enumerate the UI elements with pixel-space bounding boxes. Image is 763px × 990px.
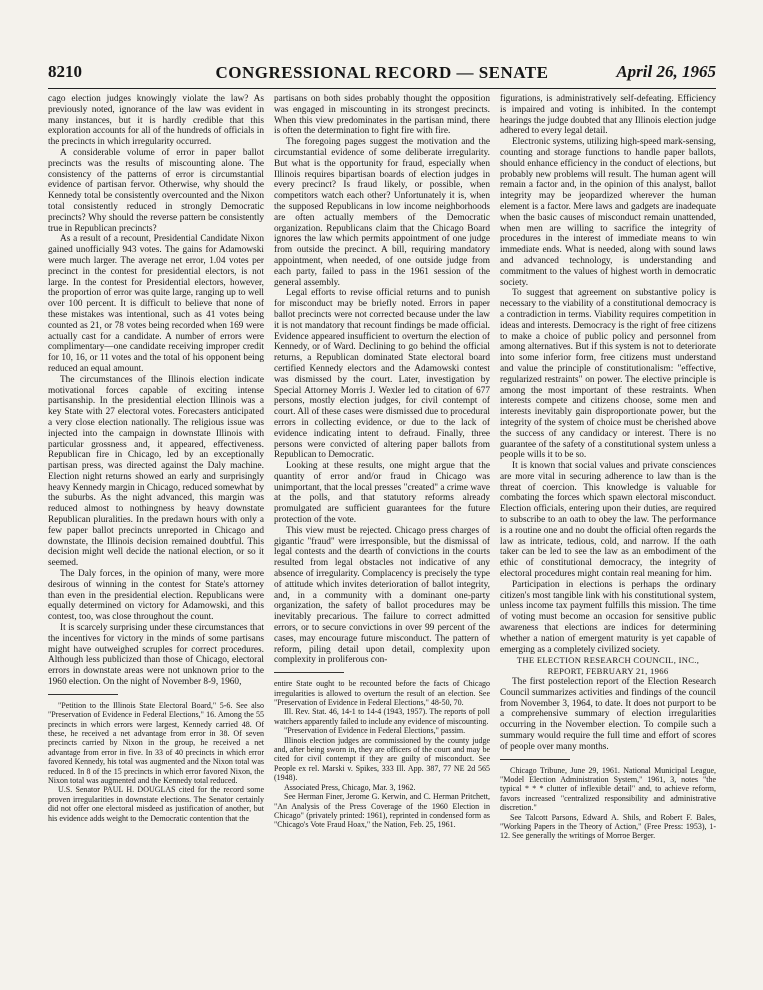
paragraph: The circumstances of the Illinois election indicate motivational forces capable of exciting intense partisanship. In the presidential election Illinois was a key State with 27 electoral votes. Forecasters anticipated a very close election nationally. The religious issue was injected into the campaign in downstate Illinois with particular grossness and, it appeared, effectiveness. Republican fire in Chicago, led by an exceptionally partisan press, was directed against the Daly machine. Election night returns showed an early and surprisingly heavy Kennedy margin in Chicago, reduced somewhat by the suburbs. As the night advanced, this margin was reduced almost to nothingness by heavy downstate Republican pluralities. In the predawn hours with only a few paper ballot precincts unreported in Chicago and downstate, the Illinois decision remained doubtful. This decision might well decide the national election, or so it seemed. <box>48 374 264 569</box>
footnote-rule <box>500 759 570 760</box>
footnote-rule <box>274 672 344 673</box>
section-heading: THE ELECTION RESEARCH COUNCIL, INC., REPORT, FEBRUARY 21, 1966 <box>516 655 700 677</box>
footnotes <box>48 701 264 823</box>
page-date: April 26, 1965 <box>616 62 716 81</box>
paragraph: It is scarcely surprising under these circumstances that the incentives for victory in the minds of some partisans might have outweighed scruples for correct procedures. Although less publicized than those of Chicago, electoral errors in downstate areas were not unknown prior to the 1960 election. On the night of November 8-9, 1960, <box>48 623 264 688</box>
column-1 <box>48 94 264 823</box>
paragraph: The first postelection report of the Election Research Council summarizes activities and findings of the council from November 3, 1964, to date. It does not purport to be a comprehensive summary of election irregularities occurring in the November election. To compile such a summary would require the full time and effort of scores of people over many months. <box>500 677 716 752</box>
paragraph: Legal efforts to revise official returns and to punish for misconduct may be briefly noted. Errors in paper ballot precincts were not corrected because under the law it is not mandatory that recount findings be made official. Evidence appeared insufficient to overturn the election of Kennedy, or of Ward. Declining to go behind the official returns, a Republican dominated State electoral board certified Kennedy electors and the Adamowski contest was dismissed by the court. Later, investigation by Special Attorney Morris J. Wexler led to citation of 677 persons, mostly election judges, for civil contempt of court. All of these cases were dismissed due to procedural errors in collecting evidence, or due to the lack of evidence indicating intent to defraud. Finally, three persons were convicted of altering paper ballots from Republican to Democratic. <box>274 288 490 461</box>
column-3 <box>500 94 716 841</box>
footnote: Associated Press, Chicago, Mar. 3, 1962. <box>284 782 416 792</box>
footnote: U.S. Senator PAUL H. DOUGLAS cited for the record some proven irregularities in downstate elections. The Senator certainly did not offer one electoral misdeed as justification of another, but his evidence adds weight to the Democratic contention that the <box>48 785 264 823</box>
footnote: See Talcott Parsons, Edward A. Shils, and Robert F. Bales, "Working Papers in the Theory of Action," (Free Press: 1953), 1-12. See generally the writings of Morroe Berger. <box>500 812 716 841</box>
paragraph: To suggest that agreement on substantive policy is necessary to the viability of a constitutional democracy is a contradiction in terms. Viability requires competition in ideas and interests. Democracy is the right of free citizens to make a choice of public policy and personnel from among alternatives. But if this system is not to deteriorate into some inferior form, free citizens must understand and value the principle of constitutionalism: "effective, regularized restraints" on power. The elective principle is among the most important of these restraints. When interests compete and citizens choose, some men and interests inevitably gain disproportionate power, but the integrity of the system of choice must be cherished above the success of any candidacy or interest. There is no guarantee of the safety of a constitutional system unless a people wills it to be so. <box>500 288 716 461</box>
paragraph: partisans on both sides probably thought the opposition was engaged in miscounting in its strongest precincts. When this view predominates in the partisan mind, there is often the determination to fight fire with fire. <box>274 94 490 137</box>
footnote: Illinois election judges are commissioned by the county judge and, after being sworn in, they are officers of the court and may be cited for civil contempt if they are guilty of misconduct. See People ex rel. Marski v. Spikes, 333 Ill. App. 387, 77 NE 2d 565 (1948). <box>274 735 490 783</box>
column-2 <box>274 94 490 830</box>
footnote: Ill. Rev. Stat. 46, 14-1 to 14-4 (1943, 1957). The reports of poll watchers apparently failed to include any evidence of miscounting. <box>274 707 490 726</box>
footnote: "Petition to the Illinois State Electoral Board," 5-6. See also "Preservation of Evidence in Federal Elections," 16. Among the 55 precincts in which errors were largest, Kennedy carried 48. Of these, he received a net advantage from error in 38. Of seven precincts carried by Nixon in the group, he received a net advantage from error in five. In 33 of 40 precincts in which error favored Kennedy, his total was augmented and the Nixon total was reduced. In 8 of the 15 precincts in which error favored Nixon, the Nixon total was augmented and the Kennedy total reduced. <box>48 700 264 786</box>
paragraph: The Daly forces, in the opinion of many, were more desirous of winning in the contest for State's attorney than even in the presidential election. Republicans were equally determined on victory for Adamowski, and this contest, too, was close throughout the count. <box>48 569 264 623</box>
paragraph: As a result of a recount, Presidential Candidate Nixon gained unofficially 943 votes. The gains for Adamowski were much larger. The average net error, 1.04 votes per precinct in the contest for presidential electors, is not large. In the contest for Presidential electors, however, the proportion of error was quite large, ranging up to well over 100 percent. It is difficult to believe that none of these mistakes was intentional, such as 41 votes being counted as 21, or 78 votes being recorded when 169 were actually cast for a candidate. A number of errors were complimentary—one candidate receiving improper credit for 10, 16, or 11 votes and the total of his opponent being reduced an equal amount. <box>48 234 264 374</box>
paragraph: figurations, is administratively self-defeating. Efficiency is impaired and voting is inhibited. In the contempt hearings the judge doubted that any Illinois election judge adhered to every legal detail. <box>500 94 716 137</box>
paragraph: It is known that social values and private consciences are more vital in securing adherence to law than is the threat of coercion. This knowledge is valuable for combating the forces which spawn electoral misconduct. Election officials, entering upon their duties, are required to subscribe to an oath to obey the law. The performance is a routine one and no doubt the official often regards the law as intricate, tedious, cold, and narrow. If the oath taker can be led to see the law as an embodiment of the ethic of constitutional democracy, the integrity of electoral procedures might contain real meaning for him. <box>500 461 716 580</box>
paragraph: Looking at these results, one might argue that the quantity of error and/or fraud in Chicago was unimportant, that the local presses "created" a crime wave at the polls, and that statutory reforms already promulgated are sufficient guarantees for the future protection of the vote. <box>274 461 490 526</box>
header-rule <box>48 88 716 89</box>
page-title: CONGRESSIONAL RECORD — SENATE <box>215 63 549 82</box>
footnotes <box>274 679 490 830</box>
page-header <box>48 62 716 88</box>
paragraph: This view must be rejected. Chicago press charges of gigantic "fraud" were irresponsible, but the dismissal of legal contests and the dearth of convictions in the courts resulted from legal obstacles not indicative of any absence of irregularity. Complacency is precisely the type of attitude which invites deterioration of ballot integrity, and, in a community with a dominant one-party organization, the safety of ballot procedures may be inevitably precarious. The failure to correct admitted errors, or to secure convictions in over 99 percent of the cases, may encourage future misconduct. The pattern of reform, piling detail upon detail, complexity upon complexity in proliferous con- <box>274 525 490 666</box>
footnote: entire State ought to be recounted before the facts of Chicago irregularities is allowed to overturn the result of an election. See "Preservation of Evidence in Federal Elections," 48-50, 70. <box>274 679 490 708</box>
footnote: "Preservation of Evidence in Federal Elections," passim. <box>284 726 466 736</box>
paragraph: cago election judges knowingly violate the law? As previously noted, ignorance of the law was evident in many instances, but it is hardly credible that this exploration accounts for all of the hundreds of officials in the precincts in which irregularity occurred. <box>48 94 264 148</box>
paragraph: Participation in elections is perhaps the ordinary citizen's most tangible link with his constitutional system, unless income tax payment fulfills this mission. The time of voting must become an occasion for sensitive public awareness that elections are indices for determining whether a nation of emergent maturity is yet capable of emerging as a completely civilized society. <box>500 579 716 655</box>
footnotes <box>500 766 716 841</box>
paragraph: Electronic systems, utilizing high-speed mark-sensing, counting and storage functions to handle paper ballots, should enhance efficiency in the conduct of elections, but probably new problems will result. The human agent will remain a factor and, in the opinion of this analyst, ballot integrity may be jeopardized wherever the human element is a factor. Mere laws and gadgets are inadequate when the basic causes of misconduct remain unattended, when men are willing to sacrifice the integrity of procedures in the interest of immediate means to win immediate ends. What is needed, along with sound laws and advanced technology, is understanding and commitment to the values of highest worth in democratic society. <box>500 137 716 288</box>
paragraph: The foregoing pages suggest the motivation and the circumstantial evidence of some deliberate irregularity. But what is the opportunity for fraud, especially when Illinois requires bipartisan boards of election judges in every precinct? Is fraud likely, or possible, when competitors watch each other? Unfortunately it is, when the supposed Republicans in low income neighborhoods are often actually members of the Democratic organization. Republicans claim that the Chicago Board ignores the law which permits appointment of one judge from outside the precinct. A bill, requiring mandatory appointment, when needed, of one outside judge from each party, failed to pass in the 1961 session of the general assembly. <box>274 137 490 288</box>
footnote: Chicago Tribune, June 29, 1961. National Municipal League, "Model Election Administration System," 1961, 3, notes "the typical * * * clutter of inflexible detail" and, to achieve reform, favors increased "centralized responsibility and administrative discretion." <box>500 765 716 813</box>
footnote-rule <box>48 694 118 695</box>
page-number: 8210 <box>48 62 82 81</box>
paragraph: A considerable volume of error in paper ballot precincts was the results of miscounting alone. The consistency of the patterns of error is circumstantial evidence of partisan fervor. Otherwise, why should the Kennedy total be consistently overcounted and the Nixon total consistently reduced in strongly Democratic precincts? Why should the reverse pattern be consistently true in Republican precincts? <box>48 147 264 234</box>
footnote: See Herman Finer, Jerome G. Kerwin, and C. Herman Pritchett, "An Analysis of the Press Coverage of the 1960 Election in Chicago" (privately printed: 1961), reprinted in condensed form as "Chicago's Vote Fraud Hoax," the Nation, Feb. 25, 1961. <box>274 792 490 830</box>
